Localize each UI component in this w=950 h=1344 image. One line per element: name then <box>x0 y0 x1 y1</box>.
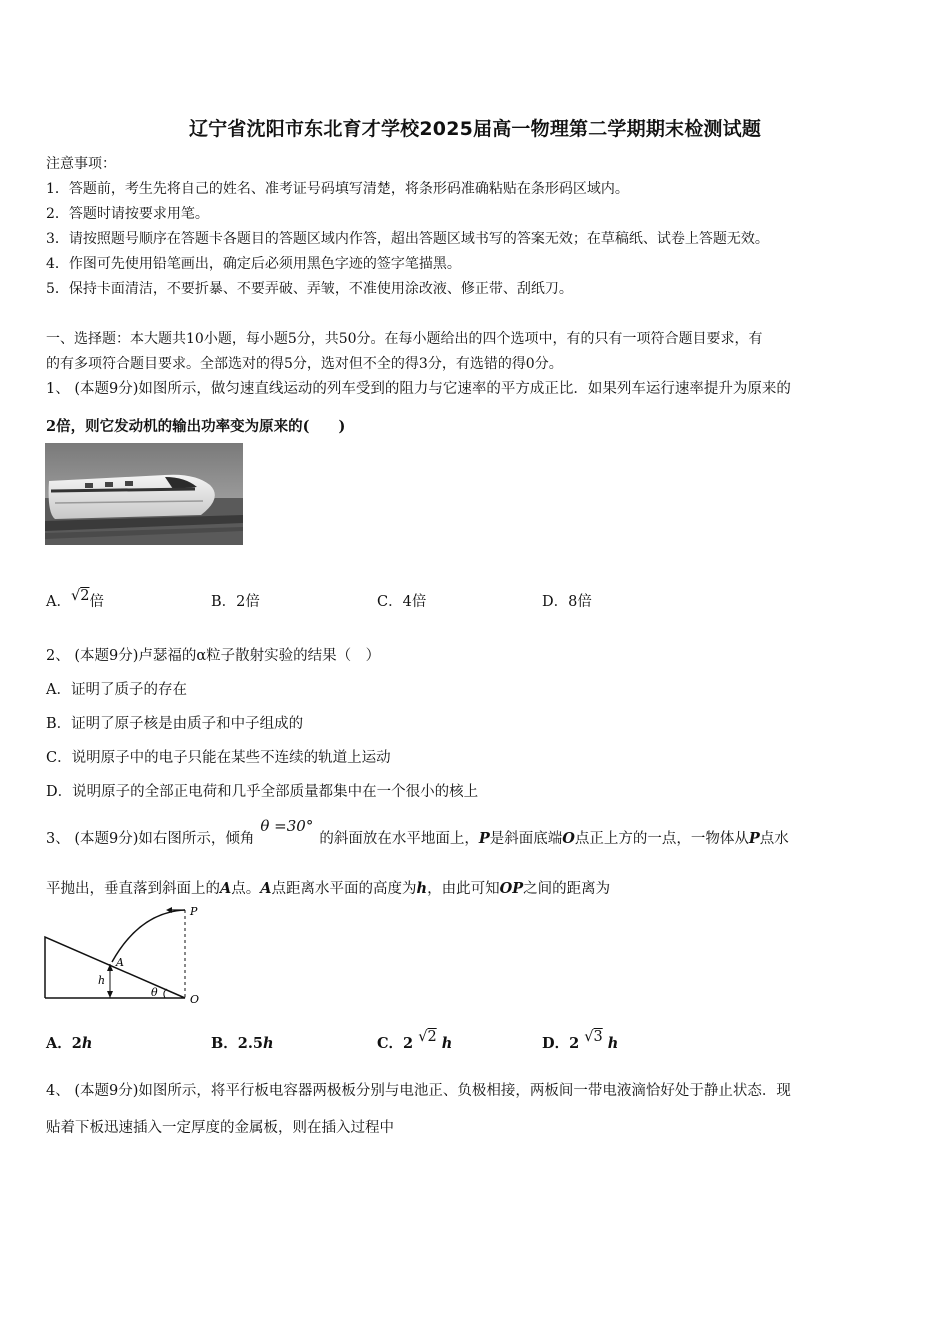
q2-option-b[interactable]: B．证明了原子核是由质子和中子组成的 <box>46 716 304 732</box>
q2-stem: 2、 (本题9分)卢瑟福的α粒子散射实验的结果（ ） <box>46 648 381 664</box>
sqrt-symbol: √3 <box>584 1029 603 1045</box>
q3-option-b[interactable] <box>211 1032 274 1053</box>
q3-text: 的斜面放在水平地面上， <box>319 831 479 847</box>
theta-expression: θ =30° <box>260 817 314 835</box>
q3-option-d[interactable] <box>542 1029 619 1053</box>
q2-option-a[interactable]: A．证明了质子的存在 <box>46 682 187 698</box>
option-coef: 2 <box>403 1035 414 1052</box>
var-p: P <box>748 830 760 847</box>
notes-heading: 注意事项： <box>46 156 116 172</box>
train-photo <box>45 443 243 545</box>
q4-stem-line: 4、 (本题9分)如图所示，将平行板电容器两极板分别与电池正、负极相接，两板间一带电液滴恰好处于静止状态．现 <box>46 1083 791 1099</box>
var-o: O <box>562 830 575 847</box>
q3-text: 之间的距离为 <box>523 881 611 897</box>
section-instructions-line: 一、选择题：本大题共10小题，每小题5分，共50分。在每小题给出的四个选项中，有的只有一项符合题目要求，有 <box>46 331 763 347</box>
q3-text: 点正上方的一点，一物体从 <box>574 831 749 847</box>
q3-stem-line1 <box>46 817 789 848</box>
q3-text: 点距离水平面的高度为 <box>271 881 417 897</box>
var-p: P <box>478 830 490 847</box>
diagram-label-theta: θ <box>151 986 158 999</box>
option-label: D． <box>542 1035 570 1052</box>
incline-diagram <box>40 900 210 1010</box>
option-value: 2 <box>71 1035 82 1052</box>
q3-option-a[interactable] <box>46 1032 92 1053</box>
q3-text: 点。 <box>231 881 261 897</box>
diagram-label-p: P <box>190 905 198 918</box>
q3-stem-line2 <box>46 877 610 898</box>
page-title: 辽宁省沈阳市东北育才学校2025届高一物理第二学期期末检测试题 <box>188 118 762 140</box>
note-item: 4．作图可先使用铅笔画出，确定后必须用黑色字迹的签字笔描黑。 <box>46 256 461 272</box>
option-label: B． <box>211 1035 238 1052</box>
q3-text: 3、 (本题9分)如右图所示，倾角 <box>46 831 255 847</box>
var-a: A <box>220 880 232 897</box>
option-label: C． <box>377 1035 404 1052</box>
note-item: 2．答题时请按要求用笔。 <box>46 206 209 222</box>
q1-stem-line: 1、 (本题9分)如图所示，做匀速直线运动的列车受到的阻力与它速率的平方成正比．如果列车运行速率提升为原来的 <box>46 381 791 397</box>
sqrt-symbol: √2 <box>70 588 90 604</box>
q1-option-b[interactable]: B．2倍 <box>211 594 260 610</box>
q3-text: 点水 <box>759 831 789 847</box>
sqrt-radicand: 3 <box>593 1029 603 1045</box>
q1-option-a-suffix: 倍 <box>89 594 104 610</box>
q2-option-c[interactable]: C．说明原子中的电子只能在某些不连续的轨道上运动 <box>46 750 391 766</box>
option-value: 2.5 <box>237 1035 263 1052</box>
var-h: h <box>263 1035 274 1052</box>
var-h: h <box>416 880 428 897</box>
q3-text: ，由此可知 <box>427 881 500 897</box>
var-h: h <box>607 1035 619 1052</box>
sqrt-radicand: 2 <box>80 588 90 604</box>
diagram-label-a: A <box>116 956 124 969</box>
q3-option-c[interactable] <box>377 1029 453 1053</box>
q1-stem-line: 2倍，则它发动机的输出功率变为原来的( ) <box>46 418 346 435</box>
note-item: 5．保持卡面清洁，不要折暴、不要弄破、弄皱，不准使用涂改液、修正带、刮纸刀。 <box>46 281 573 297</box>
var-a: A <box>260 880 272 897</box>
option-label: A． <box>46 1035 72 1052</box>
sqrt-symbol: √2 <box>418 1029 437 1045</box>
var-op: OP <box>499 880 524 897</box>
note-item: 3．请按照题号顺序在答题卡各题目的答题区域内作答，超出答题区域书写的答案无效；在草稿纸、试卷上答题无效。 <box>46 231 769 247</box>
q1-option-c[interactable]: C．4倍 <box>377 594 427 610</box>
q1-option-d[interactable]: D．8倍 <box>542 594 592 610</box>
section-instructions-line: 的有多项符合题目要求。全部选对的得5分，选对但不全的得3分，有选错的得0分。 <box>46 356 563 372</box>
diagram-label-h: h <box>98 974 106 987</box>
q2-option-d[interactable]: D．说明原子的全部正电荷和几乎全部质量都集中在一个很小的核上 <box>46 784 479 800</box>
option-coef: 2 <box>569 1035 580 1052</box>
diagram-label-o: O <box>190 993 200 1006</box>
q3-text: 平抛出，垂直落到斜面上的 <box>46 881 220 897</box>
q4-stem-line: 贴着下板迅速插入一定厚度的金属板，则在插入过程中 <box>46 1120 394 1136</box>
var-h: h <box>441 1035 453 1052</box>
note-item: 1．答题前，考生先将自己的姓名、准考证号码填写清楚，将条形码准确粘贴在条形码区域内。 <box>46 181 629 197</box>
q1-option-a-label: A． <box>46 594 71 610</box>
q3-text: 是斜面底端 <box>489 831 563 847</box>
q1-option-a[interactable] <box>46 590 104 611</box>
var-h: h <box>81 1035 93 1052</box>
sqrt-radicand: 2 <box>427 1029 437 1045</box>
